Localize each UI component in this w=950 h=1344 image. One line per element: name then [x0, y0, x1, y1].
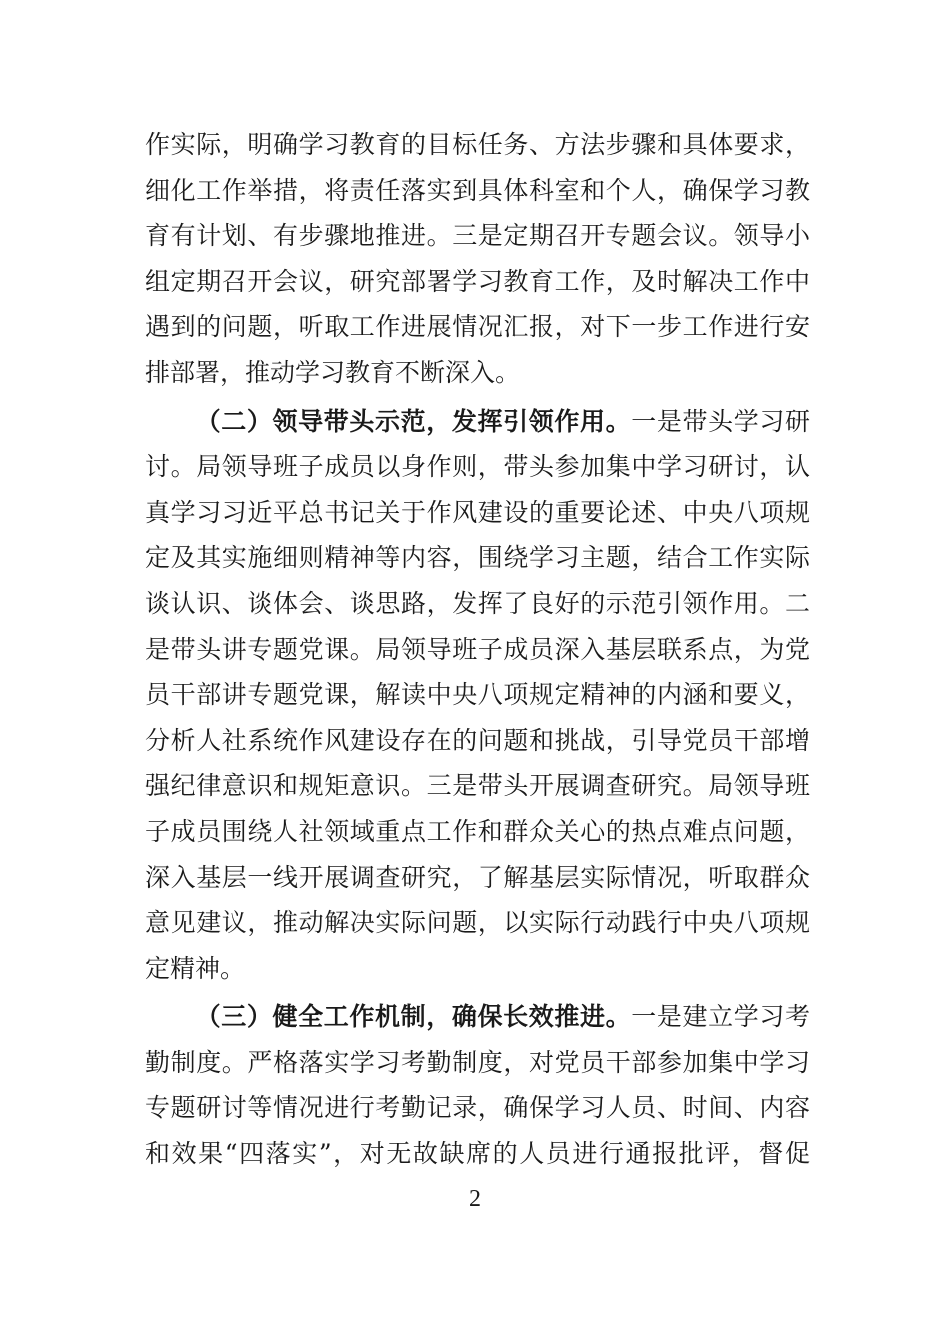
text-line: 强纪律意识和规矩意识。三是带头开展调查研究。局领导班 [145, 771, 810, 801]
paragraph-1 [145, 122, 810, 396]
text-line: 分析人社系统作风建设存在的问题和挑战，引导党员干部增 [145, 725, 810, 755]
text-line: 谈认识、谈体会、谈思路，发挥了良好的示范引领作用。二 [145, 588, 810, 618]
text-line-with-heading [145, 994, 810, 1040]
paragraph-3 [145, 994, 810, 1176]
text-line-with-heading [145, 399, 810, 445]
text-line: 和效果“四落实”，对无故缺席的人员进行通报批评，督促 [145, 1139, 810, 1169]
text-line: 勤制度。严格落实学习考勤制度，对党员干部参加集中学习 [145, 1047, 810, 1077]
text-line: 定及其实施细则精神等内容，围绕学习主题，结合工作实际 [145, 543, 810, 573]
text-line: 遇到的问题，听取工作进展情况汇报，对下一步工作进行安 [145, 312, 810, 342]
text-line: 排部署，推动学习教育不断深入。 [145, 357, 521, 387]
text-line: 真学习习近平总书记关于作风建设的重要论述、中央八项规 [145, 497, 810, 527]
text-line: 子成员围绕人社领域重点工作和群众关心的热点难点问题， [145, 816, 810, 846]
text-span: 一是建立学习考 [631, 1002, 810, 1032]
page-number: 2 [469, 1186, 481, 1212]
text-line: 组定期召开会议，研究部署学习教育工作，及时解决工作中 [145, 266, 810, 296]
text-line: 员干部讲专题党课，解读中央八项规定精神的内涵和要义， [145, 680, 810, 710]
section-heading: （二）领导带头示范，发挥引领作用。 [195, 406, 632, 436]
text-span: 一是带头学习研 [631, 406, 810, 436]
paragraph-2 [145, 399, 810, 992]
text-line: 定精神。 [145, 953, 246, 983]
text-line: 是带头讲专题党课。局领导班子成员深入基层联系点，为党 [145, 634, 810, 664]
text-line: 专题研讨等情况进行考勤记录，确保学习人员、时间、内容 [145, 1093, 810, 1123]
text-line: 深入基层一线开展调查研究，了解基层实际情况，听取群众 [145, 862, 810, 892]
text-line: 作实际，明确学习教育的目标任务、方法步骤和具体要求， [145, 130, 810, 159]
document-body [145, 122, 810, 1177]
text-line: 育有计划、有步骤地推进。三是定期召开专题会议。领导小 [145, 221, 810, 251]
text-line: 细化工作举措，将责任落实到具体科室和个人，确保学习教 [145, 175, 810, 205]
text-line: 意见建议，推动解决实际问题，以实际行动践行中央八项规 [145, 908, 810, 938]
section-heading: （三）健全工作机制，确保长效推进。 [195, 1002, 632, 1032]
text-line: 讨。局领导班子成员以身作则，带头参加集中学习研讨，认 [145, 452, 810, 482]
